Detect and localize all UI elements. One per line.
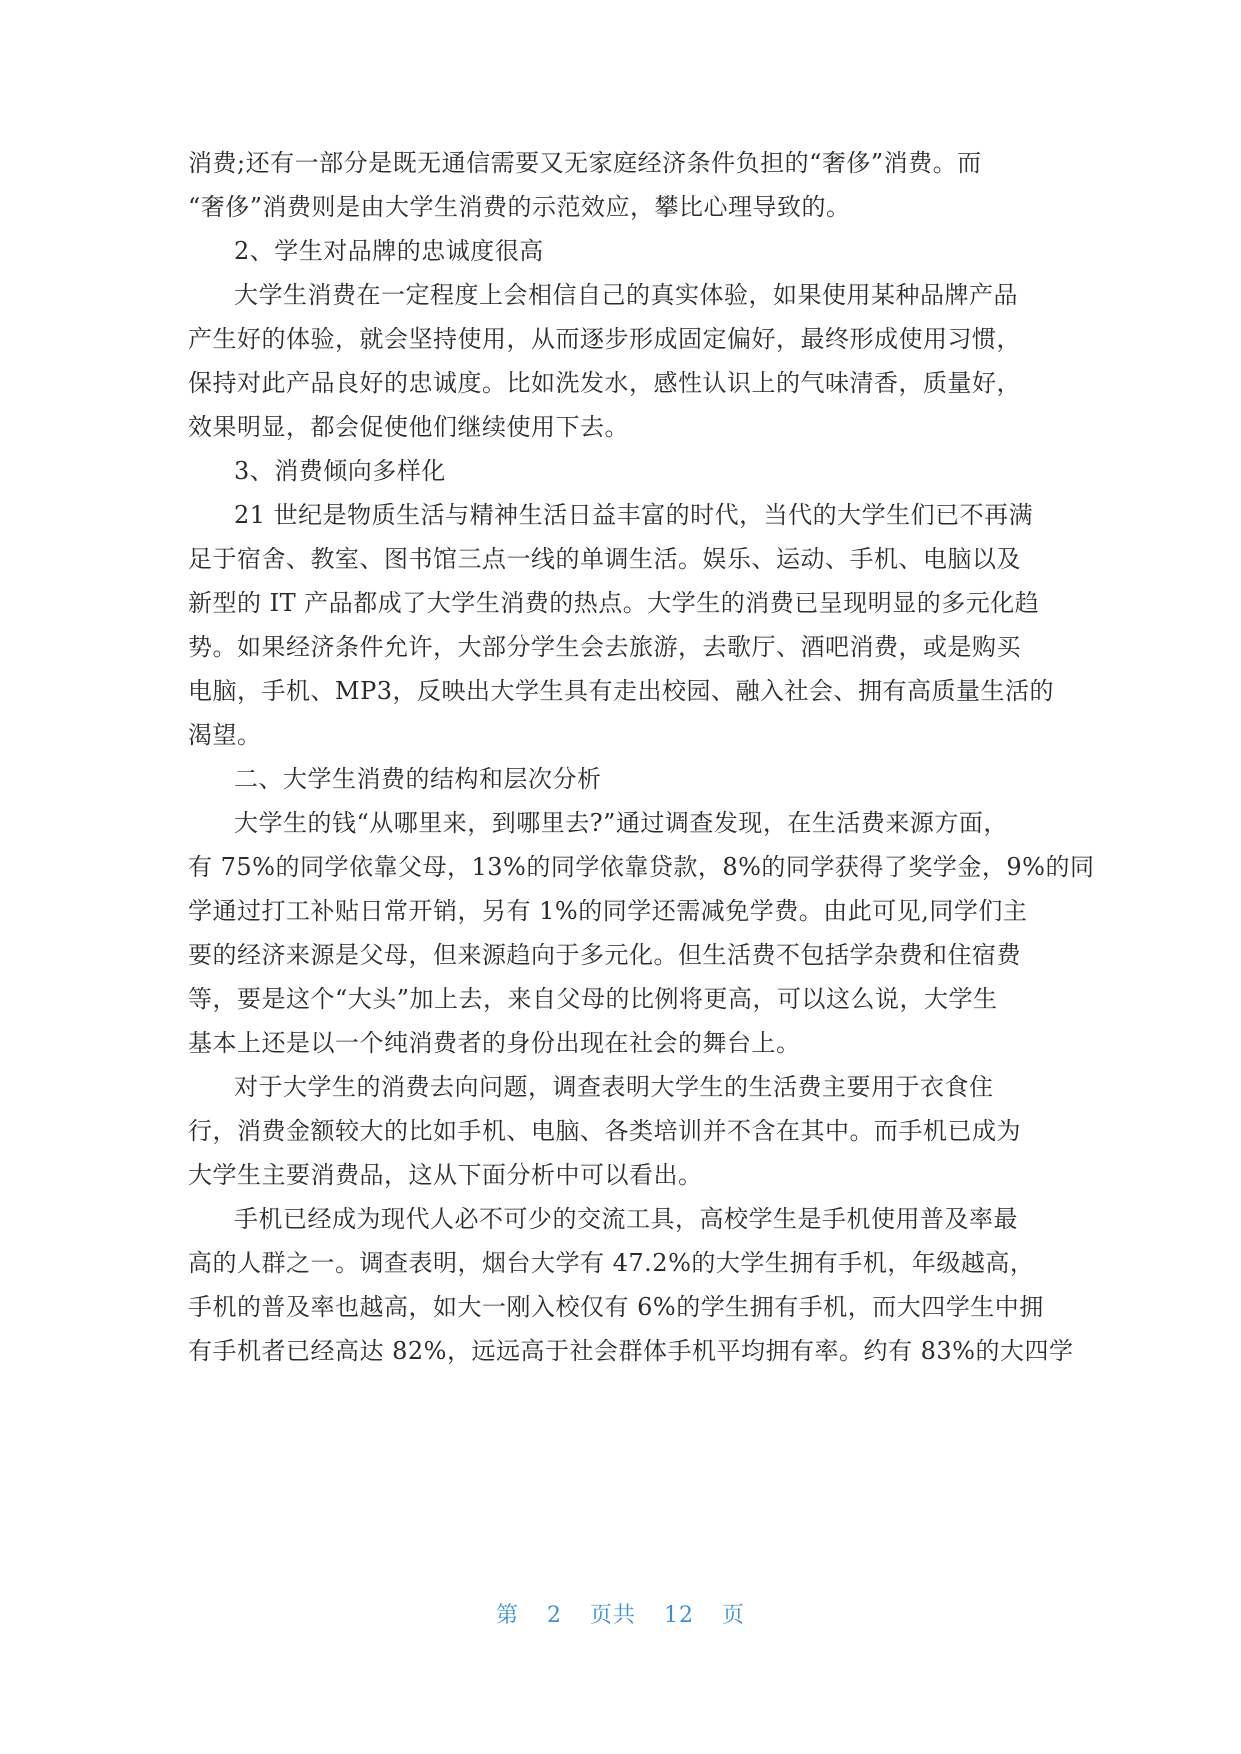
text-line: 足于宿舍、教室、图书馆三点一线的单调生活。娱乐、运动、手机、电脑以及	[188, 545, 1021, 573]
section-heading: 二、大学生消费的结构和层次分析	[234, 765, 602, 793]
text-line: 手机的普及率也越高，如大一刚入校仅有 6%的学生拥有手机，而大四学生中拥	[188, 1293, 1044, 1321]
footer-page-number: 2	[546, 1603, 562, 1628]
page-footer	[0, 1598, 1241, 1629]
text-line: 对于大学生的消费去向问题，调查表明大学生的生活费主要用于衣食住	[234, 1073, 994, 1101]
text-line: 等，要是这个“大头”加上去，来自父母的比例将更高，可以这么说，大学生	[188, 985, 998, 1013]
text-line: 新型的 IT 产品都成了大学生消费的热点。大学生的消费已呈现明显的多元化趋	[188, 589, 1040, 617]
text-line: “奢侈”消费则是由大学生消费的示范效应，攀比心理导致的。	[188, 193, 851, 221]
text-line: 效果明显，都会促使他们继续使用下去。	[188, 413, 629, 441]
footer-total-pages: 12	[664, 1603, 694, 1628]
section-heading: 3、消费倾向多样化	[234, 457, 446, 485]
text-line: 消费;还有一部分是既无通信需要又无家庭经济条件负担的“奢侈”消费。而	[188, 149, 982, 177]
text-line: 有手机者已经高达 82%，远远高于社会群体手机平均拥有率。约有 83%的大四学	[188, 1337, 1074, 1365]
text-line: 高的人群之一。调查表明，烟台大学有 47.2%的大学生拥有手机，年级越高，	[188, 1249, 1035, 1277]
text-line: 大学生的钱“从哪里来，到哪里去?”通过调查发现，在生活费来源方面，	[234, 809, 1008, 837]
text-line: 保持对此产品良好的忠诚度。比如洗发水，感性认识上的气味清香，质量好，	[188, 369, 1021, 397]
text-line: 21 世纪是物质生活与精神生活日益丰富的时代，当代的大学生们已不再满	[234, 501, 1034, 529]
text-line: 产生好的体验，就会坚持使用，从而逐步形成固定偏好，最终形成使用习惯，	[188, 325, 1021, 353]
text-line: 渴望。	[188, 721, 262, 749]
footer-ye: 页	[722, 1603, 746, 1628]
footer-ye-gong: 页共	[589, 1603, 636, 1628]
text-line: 有 75%的同学依靠父母，13%的同学依靠贷款，8%的同学获得了奖学金，9%的同	[188, 853, 1095, 881]
text-line: 行，消费金额较大的比如手机、电脑、各类培训并不含在其中。而手机已成为	[188, 1117, 1021, 1145]
section-heading: 2、学生对品牌的忠诚度很高	[234, 237, 544, 265]
text-line: 电脑，手机、MP3，反映出大学生具有走出校园、融入社会、拥有高质量生活的	[188, 677, 1054, 705]
text-line: 势。如果经济条件允许，大部分学生会去旅游，去歌厅、酒吧消费，或是购买	[188, 633, 1021, 661]
text-line: 基本上还是以一个纯消费者的身份出现在社会的舞台上。	[188, 1029, 801, 1057]
text-line: 要的经济来源是父母，但来源趋向于多元化。但生活费不包括学杂费和住宿费	[188, 941, 1021, 969]
text-line: 学通过打工补贴日常开销，另有 1%的同学还需减免学费。由此可见,同学们主	[188, 897, 1028, 925]
text-line: 大学生消费在一定程度上会相信自己的真实体验，如果使用某种品牌产品	[234, 281, 1018, 309]
text-line: 手机已经成为现代人必不可少的交流工具，高校学生是手机使用普及率最	[234, 1205, 1018, 1233]
text-line: 大学生主要消费品，这从下面分析中可以看出。	[188, 1161, 703, 1189]
footer-di: 第	[495, 1603, 519, 1628]
